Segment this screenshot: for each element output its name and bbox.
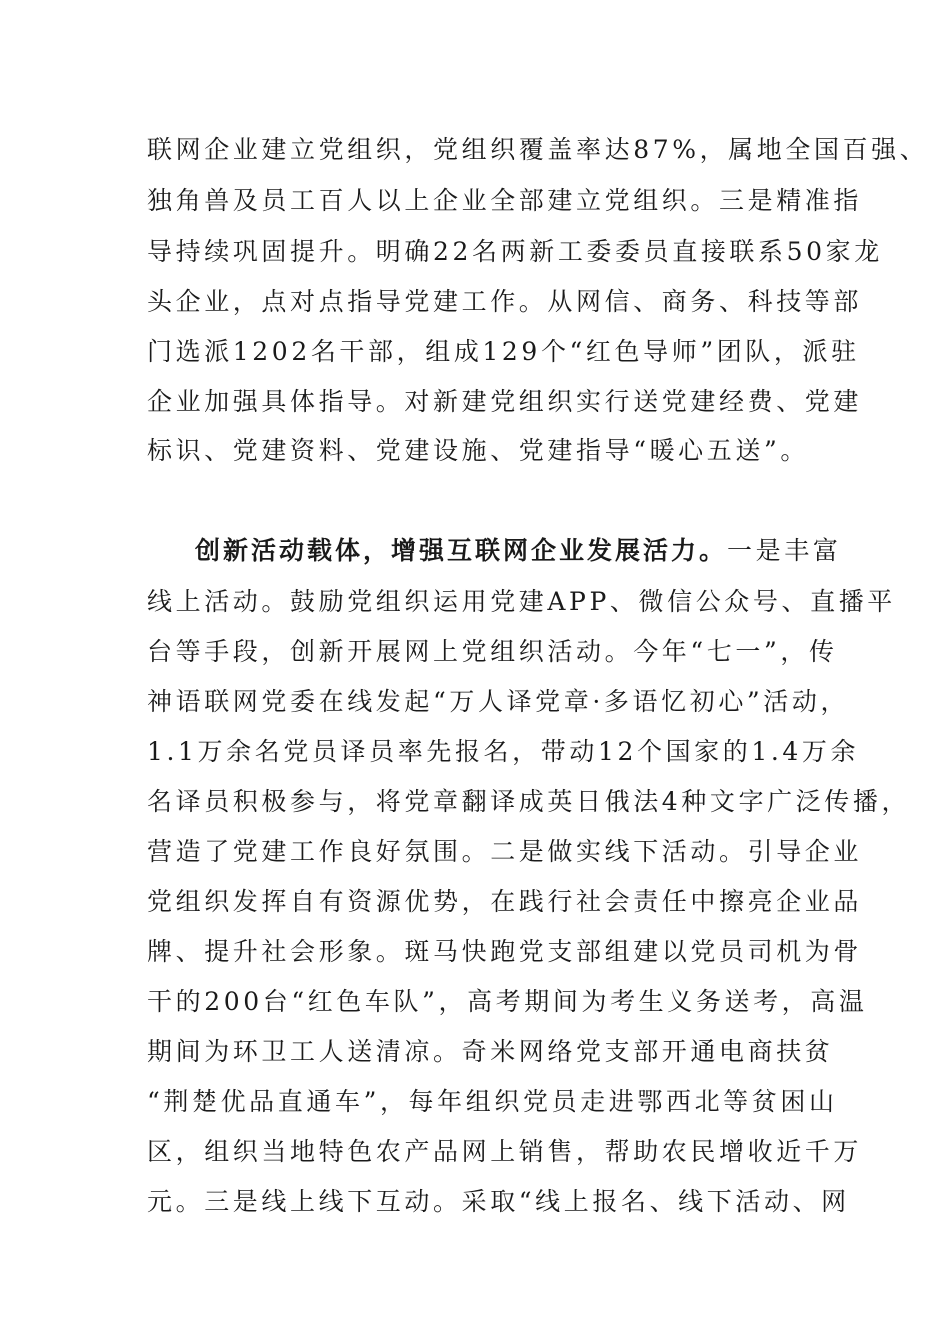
paragraph-2-line-13: 区，组织当地特色农产品网上销售，帮助农民增收近千万 (147, 1137, 863, 1166)
paragraph-2-line-5: 1.1万余名党员译员率先报名，带动12个国家的1.4万余 (147, 737, 860, 766)
paragraph-2-line-10: 干的200台“红色车队”，高考期间为考生义务送考，高温 (147, 987, 868, 1016)
paragraph-2-line-9: 牌、提升社会形象。斑马快跑党支部组建以党员司机为骨 (147, 937, 863, 966)
paragraph-1-line-7: 标识、党建资料、党建设施、党建指导“暖心五送”。 (147, 436, 809, 465)
paragraph-2-line-1 (195, 534, 895, 568)
paragraph-2-line-14: 元。三是线上线下互动。采取“线上报名、线下活动、网 (147, 1187, 850, 1216)
paragraph-2-line-8: 党组织发挥自有资源优势，在践行社会责任中擦亮企业品 (147, 887, 863, 916)
paragraph-1-line-1: 联网企业建立党组织，党组织覆盖率达87%，属地全国百强、 (147, 135, 929, 164)
paragraph-2-line-7: 营造了党建工作良好氛围。二是做实线下活动。引导企业 (147, 837, 863, 866)
paragraph-2-line-11: 期间为环卫工人送清凉。奇米网络党支部开通电商扶贫 (147, 1037, 834, 1066)
paragraph-2-line-4: 神语联网党委在线发起“万人译党章·多语忆初心”活动， (147, 687, 850, 716)
paragraph-2-heading: 创新活动载体，增强互联网企业发展活力。 (195, 536, 728, 565)
paragraph-1-line-4: 头企业，点对点指导党建工作。从网信、商务、科技等部 (147, 287, 863, 316)
paragraph-1-line-6: 企业加强具体指导。对新建党组织实行送党建经费、党建 (147, 387, 863, 416)
paragraph-2-first-line-rest: 一是丰富 (727, 536, 842, 565)
paragraph-2-line-2: 线上活动。鼓励党组织运用党建APP、微信公众号、直播平 (147, 587, 896, 616)
paragraph-2-line-12: “荆楚优品直通车”，每年组织党员走进鄂西北等贫困山 (147, 1087, 838, 1116)
paragraph-2-line-6: 名译员积极参与，将党章翻译成英日俄法4种文字广泛传播， (147, 787, 911, 816)
paragraph-1-line-5: 门选派1202名干部，组成129个“红色导师”团队，派驻 (147, 337, 860, 366)
paragraph-1-line-2: 独角兽及员工百人以上企业全部建立党组织。三是精准指 (147, 186, 863, 215)
paragraph-1-line-3: 导持续巩固提升。明确22名两新工委委员直接联系50家龙 (147, 237, 883, 266)
paragraph-2-line-3: 台等手段，创新开展网上党组织活动。今年“七一”，传 (147, 637, 838, 666)
